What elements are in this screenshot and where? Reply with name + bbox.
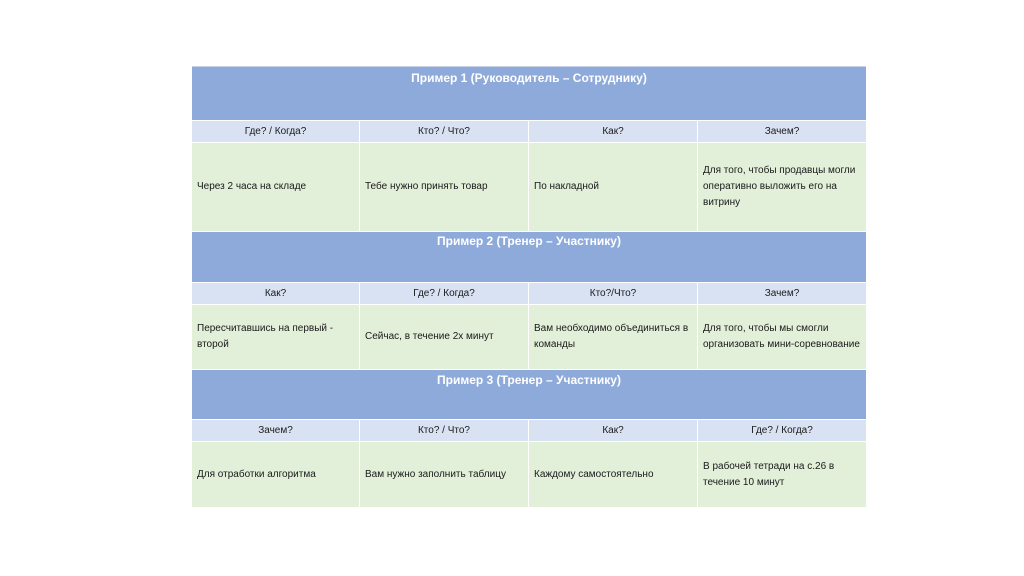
body-cell: Для того, чтобы мы смогли организовать мини-соревнование [698, 305, 866, 370]
body-cell: По накладной [529, 143, 698, 232]
header-cell: Как? [192, 283, 360, 305]
table-top-border [192, 66, 866, 67]
header-cell: Зачем? [698, 121, 866, 143]
section-title: Пример 3 (Тренер – Участнику) [192, 370, 866, 420]
header-cell: Где? / Когда? [360, 283, 529, 305]
header-cell: Кто?/Что? [529, 283, 698, 305]
header-cell: Зачем? [192, 420, 360, 442]
section-title: Пример 2 (Тренер – Участнику) [192, 232, 866, 283]
header-row [192, 420, 866, 442]
example-section-2 [192, 232, 866, 370]
table-row [192, 305, 866, 370]
header-cell: Кто? / Что? [360, 420, 529, 442]
body-cell: Каждому самостоятельно [529, 442, 698, 508]
body-cell: Для того, чтобы продавцы могли оперативно выложить его на витрину [698, 143, 866, 232]
body-cell: Сейчас, в течение 2х минут [360, 305, 529, 370]
table-row [192, 143, 866, 232]
examples-table [192, 66, 866, 508]
section-title: Пример 1 (Руководитель – Сотруднику) [192, 66, 866, 121]
header-cell: Как? [529, 121, 698, 143]
example-section-1 [192, 66, 866, 232]
body-cell: Тебе нужно принять товар [360, 143, 529, 232]
header-cell: Как? [529, 420, 698, 442]
header-cell: Где? / Когда? [698, 420, 866, 442]
example-section-3 [192, 370, 866, 508]
body-cell: Вам нужно заполнить таблицу [360, 442, 529, 508]
header-cell: Зачем? [698, 283, 866, 305]
header-cell: Кто? / Что? [360, 121, 529, 143]
body-cell: Для отработки алгоритма [192, 442, 360, 508]
body-cell: Через 2 часа на складе [192, 143, 360, 232]
body-cell: Вам необходимо объединиться в команды [529, 305, 698, 370]
table-row [192, 442, 866, 508]
body-cell: В рабочей тетради на с.26 в течение 10 минут [698, 442, 866, 508]
header-row [192, 121, 866, 143]
body-cell: Пересчитавшись на первый - второй [192, 305, 360, 370]
header-cell: Где? / Когда? [192, 121, 360, 143]
header-row [192, 283, 866, 305]
